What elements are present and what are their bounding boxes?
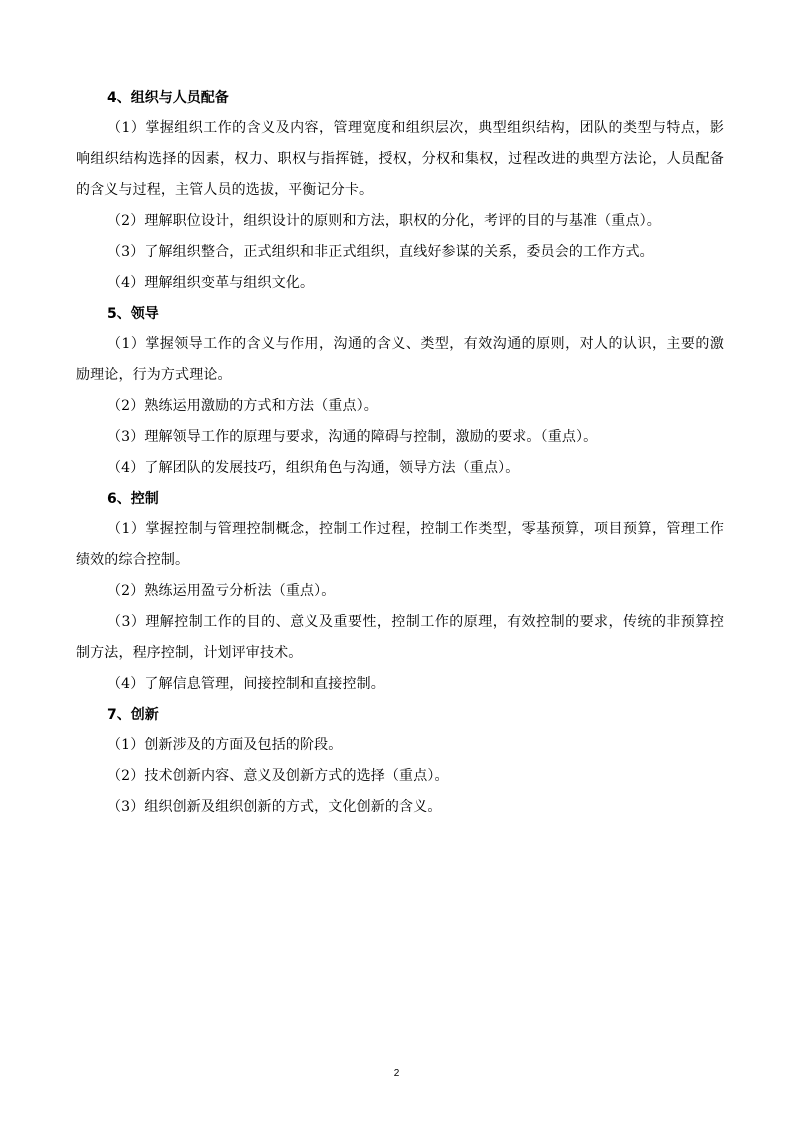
document-body [76, 83, 724, 823]
section-item: （3）了解组织整合，正式组织和非正式组织，直线好参谋的关系，委员会的工作方式。 [107, 244, 654, 260]
section-item: （3）理解控制工作的目的、意义及重要性，控制工作的原理，有效控制的要求，传统的非预算控制方法，程序控制，计划评审技术。 [76, 614, 724, 661]
section-item: （4）理解组织变革与组织文化。 [107, 275, 315, 291]
section-item: （4）了解团队的发展技巧，组织角色与沟通，领导方法（重点）。 [107, 460, 520, 476]
section-organization-staffing [76, 83, 724, 299]
section-item: （2）熟练运用盈亏分析法（重点）。 [107, 583, 336, 599]
section-innovation [76, 700, 724, 823]
section-item: （1）掌握组织工作的含义及内容，管理宽度和组织层次，典型组织结构，团队的类型与特点，影响组织结构选择的因素，权力、职权与指挥链，授权，分权和集权，过程改进的典型方法论，人员配备的含义与过程，主管人员的选拔，平衡记分卡。 [76, 120, 724, 198]
section-item: （4）了解信息管理，间接控制和直接控制。 [107, 676, 385, 692]
section-heading: 7、创新 [107, 707, 159, 723]
section-item: （1）创新涉及的方面及包括的阶段。 [107, 737, 343, 753]
section-heading: 6、控制 [107, 491, 159, 507]
section-control [76, 484, 724, 700]
section-item: （3）理解领导工作的原理与要求，沟通的障碍与控制，激励的要求。（重点）。 [107, 429, 598, 445]
section-item: （1）掌握领导工作的含义与作用，沟通的含义、类型，有效沟通的原则，对人的认识，主要的激励理论，行为方式理论。 [76, 336, 724, 383]
section-item: （1）掌握控制与管理控制概念，控制工作过程，控制工作类型，零基预算，项目预算，管理工作绩效的综合控制。 [76, 521, 724, 568]
section-item: （3）组织创新及组织创新的方式，文化创新的含义。 [107, 799, 442, 815]
section-item: （2）熟练运用激励的方式和方法（重点）。 [107, 398, 378, 414]
section-leadership [76, 299, 724, 484]
section-heading: 4、组织与人员配备 [107, 90, 229, 106]
page-number: 2 [393, 1068, 400, 1079]
section-item: （2）技术创新内容、意义及创新方式的选择（重点）。 [107, 768, 449, 784]
section-heading: 5、领导 [107, 306, 159, 322]
section-item: （2）理解职位设计，组织设计的原则和方法，职权的分化，考评的目的与基准（重点）。 [107, 213, 661, 229]
